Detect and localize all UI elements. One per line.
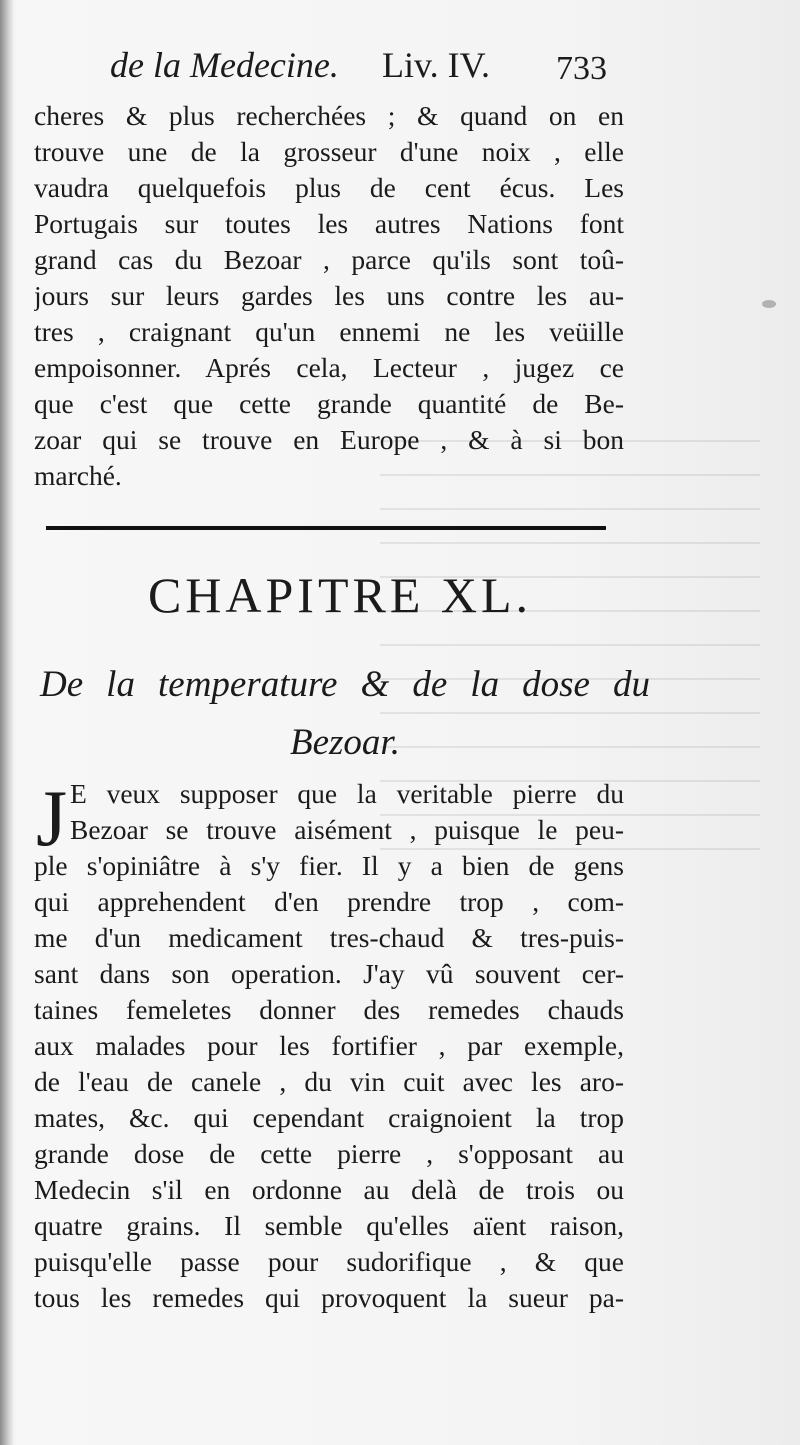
continued-paragraph (34, 98, 624, 494)
drop-cap: J (36, 775, 68, 863)
section-rule (46, 526, 606, 530)
text-line: zoar qui se trouve en Europe , & à si bon (34, 424, 624, 455)
text-line: marché. (34, 460, 122, 491)
text-line: quatre grains. Il semble qu'elles aïent raison, (34, 1210, 624, 1241)
text-line: de l'eau de canele , du vin cuit avec les aro- (34, 1066, 624, 1097)
page-gutter (0, 0, 14, 1445)
chapter-title-line: Bezoar. (290, 722, 400, 763)
ink-spot (762, 300, 776, 308)
text-line: me d'un medicament tres-chaud & tres-puis- (34, 922, 624, 953)
text-line: ple s'opiniâtre à s'y fier. Il y a bien de gens (34, 850, 624, 881)
text-line: vaudra quelquefois plus de cent écus. Les (34, 172, 624, 203)
running-title: de la Medecine. (110, 45, 339, 85)
text-line: puisqu'elle passe pour sudorifique , & que (34, 1246, 624, 1277)
text-line: Medecin s'il en ordonne au delà de trois ou (34, 1174, 624, 1205)
chapter-title-line: De la temperature & de la dose du (40, 664, 650, 705)
text-line: que c'est que cette grande quantité de Be- (34, 388, 624, 419)
text-line: cheres & plus recherchées ; & quand on en (34, 100, 624, 131)
text-line: empoisonner. Aprés cela, Lecteur , jugez ce (34, 352, 624, 383)
text-line: jours sur leurs gardes les uns contre les au- (34, 280, 624, 311)
text-line: taines femeletes donner des remedes chauds (34, 994, 624, 1025)
text-line: tous les remedes qui provoquent la sueur pa- (34, 1282, 624, 1313)
page-number: 733 (556, 50, 607, 87)
text-line: sant dans son operation. J'ay vû souvent cer- (34, 958, 624, 989)
page-header (0, 44, 800, 104)
text-line: trouve une de la grosseur d'une noix , elle (34, 136, 624, 167)
chapter-body (34, 776, 624, 1316)
chapter-title (40, 656, 650, 772)
text-line: grande dose de cette pierre , s'opposant au (34, 1138, 624, 1169)
book-reference: Liv. IV. (382, 45, 490, 85)
text-line: aux malades pour les fortifier , par exemple, (34, 1030, 624, 1061)
text-line: mates, &c. qui cependant craignoient la trop (34, 1102, 624, 1133)
chapter-heading: CHAPITRE XL. (147, 567, 533, 623)
text-line: E veux supposer que la veritable pierre du (70, 778, 624, 809)
text-line: Bezoar se trouve aisément , puisque le peu- (70, 814, 624, 845)
text-line: Portugais sur toutes les autres Nations font (34, 208, 624, 239)
text-line: tres , craignant qu'un ennemi ne les veüille (34, 316, 624, 347)
text-line: grand cas du Bezoar , parce qu'ils sont toû- (34, 244, 624, 275)
text-line: qui apprehendent d'en prendre trop , com- (34, 886, 624, 917)
